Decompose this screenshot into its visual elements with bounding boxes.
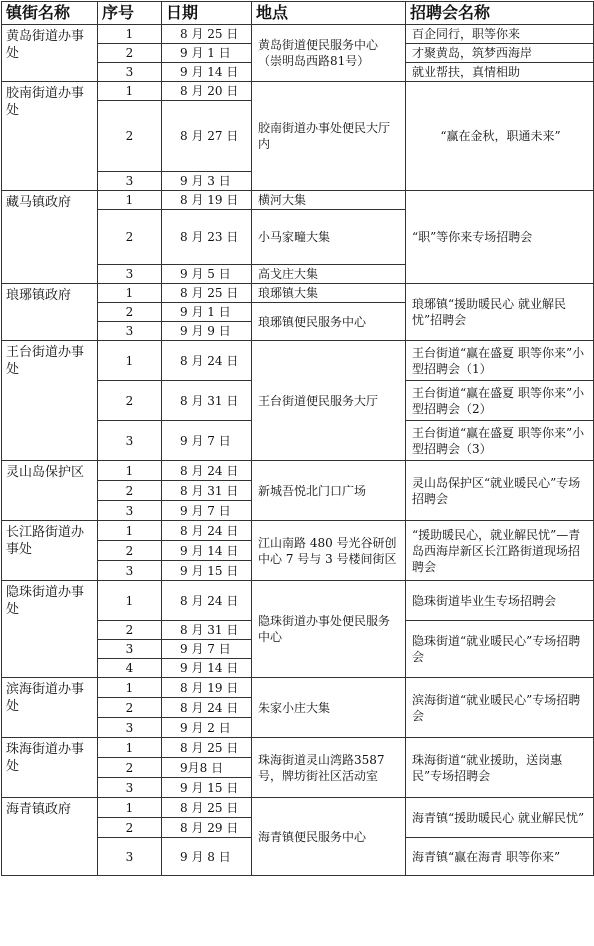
table-row <box>2 341 594 381</box>
table-row <box>2 284 594 303</box>
fair-cell: 灵山岛保护区“就业暖民心”专场招聘会 <box>406 461 594 521</box>
fair-cell: 海青镇“援助暖民心 就业解民忧” <box>406 798 594 838</box>
seq-cell: 1 <box>98 581 162 621</box>
place-cell: 琅琊镇便民服务中心 <box>252 303 406 341</box>
seq-cell: 3 <box>98 640 162 659</box>
place-cell: 高戈庄大集 <box>252 265 406 284</box>
town-cell: 灵山岛保护区 <box>2 461 98 521</box>
date-cell: 8 月 24 日 <box>162 698 252 718</box>
place-cell: 横河大集 <box>252 191 406 210</box>
seq-cell: 2 <box>98 303 162 322</box>
table-row <box>2 521 594 541</box>
date-cell: 9 月 14 日 <box>162 659 252 678</box>
date-cell: 9月8 日 <box>162 758 252 778</box>
seq-cell: 1 <box>98 25 162 44</box>
seq-cell: 1 <box>98 461 162 481</box>
date-cell: 9 月 7 日 <box>162 501 252 521</box>
date-cell: 9 月 3 日 <box>162 172 252 191</box>
date-cell: 9 月 14 日 <box>162 63 252 82</box>
place-cell: 琅琊镇大集 <box>252 284 406 303</box>
fair-cell: 王台街道“赢在盛夏 职等你来”小型招聘会（1） <box>406 341 594 381</box>
date-cell: 8 月 25 日 <box>162 798 252 818</box>
fair-cell: 滨海街道“就业暖民心”专场招聘会 <box>406 678 594 738</box>
seq-cell: 2 <box>98 758 162 778</box>
seq-cell: 1 <box>98 738 162 758</box>
date-cell: 9 月 8 日 <box>162 838 252 876</box>
town-cell: 长江路街道办事处 <box>2 521 98 581</box>
date-cell: 8 月 27 日 <box>162 101 252 172</box>
date-cell: 9 月 15 日 <box>162 561 252 581</box>
date-cell: 9 月 7 日 <box>162 421 252 461</box>
town-cell: 黄岛街道办事处 <box>2 25 98 82</box>
town-cell: 胶南街道办事处 <box>2 82 98 191</box>
table-row <box>2 678 594 698</box>
town-cell: 隐珠街道办事处 <box>2 581 98 678</box>
header-seq: 序号 <box>98 2 162 25</box>
fair-cell: 隐珠街道毕业生专场招聘会 <box>406 581 594 621</box>
fair-cell: 王台街道“赢在盛夏 职等你来”小型招聘会（2） <box>406 381 594 421</box>
place-cell: 江山南路 480 号光谷研创中心 7 号与 3 号楼间街区 <box>252 521 406 581</box>
date-cell: 8 月 31 日 <box>162 381 252 421</box>
date-cell: 8 月 25 日 <box>162 284 252 303</box>
seq-cell: 1 <box>98 82 162 101</box>
fair-cell: “职”等你来专场招聘会 <box>406 191 594 284</box>
place-cell: 朱家小庄大集 <box>252 678 406 738</box>
date-cell: 8 月 19 日 <box>162 678 252 698</box>
seq-cell: 3 <box>98 718 162 738</box>
seq-cell: 2 <box>98 818 162 838</box>
date-cell: 8 月 24 日 <box>162 521 252 541</box>
seq-cell: 2 <box>98 541 162 561</box>
date-cell: 9 月 9 日 <box>162 322 252 341</box>
fair-cell: “赢在金秋，职通未来” <box>406 82 594 191</box>
date-cell: 8 月 24 日 <box>162 341 252 381</box>
seq-cell: 1 <box>98 191 162 210</box>
fair-cell: “援助暖民心，就业解民忧”—青岛西海岸新区长江路街道现场招聘会 <box>406 521 594 581</box>
place-cell: 新城吾悦北门口广场 <box>252 461 406 521</box>
date-cell: 9 月 15 日 <box>162 778 252 798</box>
header-row <box>2 2 594 25</box>
place-cell: 珠海街道灵山湾路3587号，牌坊街社区活动室 <box>252 738 406 798</box>
town-cell: 藏马镇政府 <box>2 191 98 284</box>
table-row <box>2 461 594 481</box>
seq-cell: 3 <box>98 63 162 82</box>
town-cell: 珠海街道办事处 <box>2 738 98 798</box>
date-cell: 8 月 19 日 <box>162 191 252 210</box>
seq-cell: 2 <box>98 698 162 718</box>
seq-cell: 3 <box>98 172 162 191</box>
place-cell: 黄岛街道便民服务中心（崇明岛西路81号） <box>252 25 406 82</box>
date-cell: 8 月 31 日 <box>162 621 252 640</box>
fair-cell: 海青镇“赢在海青 职等你来” <box>406 838 594 876</box>
table-row <box>2 798 594 818</box>
seq-cell: 2 <box>98 621 162 640</box>
seq-cell: 1 <box>98 678 162 698</box>
place-cell: 王台街道便民服务大厅 <box>252 341 406 461</box>
fair-cell: 珠海街道“就业援助，送岗惠民”专场招聘会 <box>406 738 594 798</box>
fair-cell: 百企同行，职等你来 <box>406 25 594 44</box>
seq-cell: 1 <box>98 798 162 818</box>
header-town: 镇街名称 <box>2 2 98 25</box>
seq-cell: 2 <box>98 101 162 172</box>
fair-cell: 王台街道“赢在盛夏 职等你来”小型招聘会（3） <box>406 421 594 461</box>
seq-cell: 3 <box>98 778 162 798</box>
place-cell: 海青镇便民服务中心 <box>252 798 406 876</box>
place-cell: 隐珠街道办事处便民服务中心 <box>252 581 406 678</box>
seq-cell: 2 <box>98 210 162 265</box>
town-cell: 王台街道办事处 <box>2 341 98 461</box>
job-fair-table <box>1 1 594 876</box>
seq-cell: 2 <box>98 44 162 63</box>
date-cell: 8 月 24 日 <box>162 581 252 621</box>
town-cell: 滨海街道办事处 <box>2 678 98 738</box>
header-date: 日期 <box>162 2 252 25</box>
date-cell: 9 月 2 日 <box>162 718 252 738</box>
date-cell: 9 月 14 日 <box>162 541 252 561</box>
table-row <box>2 191 594 210</box>
date-cell: 8 月 31 日 <box>162 481 252 501</box>
date-cell: 9 月 1 日 <box>162 44 252 63</box>
date-cell: 8 月 29 日 <box>162 818 252 838</box>
seq-cell: 2 <box>98 381 162 421</box>
town-cell: 海青镇政府 <box>2 798 98 876</box>
table-row <box>2 25 594 44</box>
date-cell: 8 月 20 日 <box>162 82 252 101</box>
seq-cell: 3 <box>98 561 162 581</box>
fair-cell: 才聚黄岛，筑梦西海岸 <box>406 44 594 63</box>
fair-cell: 隐珠街道“就业暖民心”专场招聘会 <box>406 621 594 678</box>
date-cell: 9 月 7 日 <box>162 640 252 659</box>
seq-cell: 4 <box>98 659 162 678</box>
seq-cell: 3 <box>98 421 162 461</box>
seq-cell: 2 <box>98 481 162 501</box>
seq-cell: 1 <box>98 521 162 541</box>
seq-cell: 1 <box>98 341 162 381</box>
date-cell: 9 月 1 日 <box>162 303 252 322</box>
town-cell: 琅琊镇政府 <box>2 284 98 341</box>
seq-cell: 3 <box>98 265 162 284</box>
place-cell: 小马家疃大集 <box>252 210 406 265</box>
seq-cell: 3 <box>98 322 162 341</box>
header-place: 地点 <box>252 2 406 25</box>
date-cell: 8 月 24 日 <box>162 461 252 481</box>
date-cell: 9 月 5 日 <box>162 265 252 284</box>
table-row <box>2 738 594 758</box>
date-cell: 8 月 25 日 <box>162 25 252 44</box>
fair-cell: 琅琊镇“援助暖民心 就业解民忧”招聘会 <box>406 284 594 341</box>
date-cell: 8 月 25 日 <box>162 738 252 758</box>
seq-cell: 3 <box>98 501 162 521</box>
table-row <box>2 581 594 621</box>
seq-cell: 1 <box>98 284 162 303</box>
date-cell: 8 月 23 日 <box>162 210 252 265</box>
header-fair: 招聘会名称 <box>406 2 594 25</box>
fair-cell: 就业帮扶，真情相助 <box>406 63 594 82</box>
place-cell: 胶南街道办事处便民大厅内 <box>252 82 406 191</box>
table-row <box>2 82 594 101</box>
seq-cell: 3 <box>98 838 162 876</box>
